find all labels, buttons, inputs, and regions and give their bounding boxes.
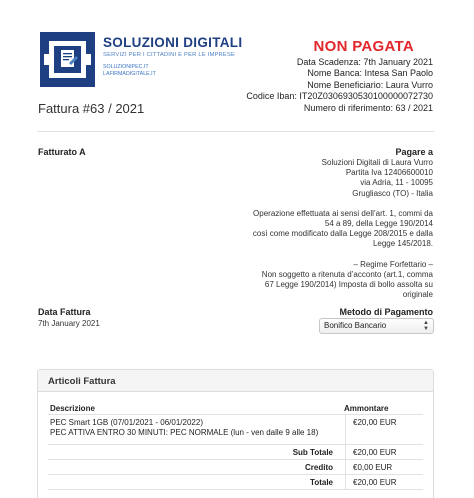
description-column-header: Descrizione <box>50 404 95 413</box>
pay-to-street: via Adria, 11 - 10095 <box>360 178 433 188</box>
table-row <box>48 415 423 445</box>
brand-link-pec: SOLUZIONIPEC.IT <box>103 64 149 70</box>
total-row <box>48 475 423 490</box>
credit-row <box>48 460 423 475</box>
column-divider <box>345 445 346 459</box>
tax-note-line: 54 a 89, della Legge 190/2014 <box>324 219 433 229</box>
spacer <box>233 250 433 260</box>
brand-logo <box>40 32 275 87</box>
bank-info-block <box>246 57 433 114</box>
item-description-line: PEC ATTIVA ENTRO 30 MINUTI: PEC NORMALE (lun - ven dalle 9 alle 18) <box>50 427 319 437</box>
items-table <box>48 401 423 490</box>
subtotal-row <box>48 445 423 460</box>
due-date: Data Scadenza: 7th January 2021 <box>296 57 433 67</box>
pay-to-block <box>233 147 433 300</box>
brand-tagline: SERVIZI PER I CITTADINI E PER LE IMPRESE <box>103 52 236 58</box>
billed-to-label: Fatturato A <box>38 147 86 157</box>
payment-status-label: NON PAGATA <box>313 38 414 55</box>
payment-method-select[interactable] <box>319 318 434 334</box>
pay-to-vat: Partita Iva 12406600010 <box>345 168 433 178</box>
bank-name: Nome Banca: Intesa San Paolo <box>307 68 433 79</box>
item-amount: €20,00 EUR <box>353 418 397 427</box>
payment-method-selected: Bonifico Bancario <box>324 321 387 330</box>
tax-note-line: Legge 145/2018. <box>372 239 433 249</box>
column-divider <box>345 415 346 444</box>
regime-note-line: 67 Legge 190/2014) Imposta di bollo assolta su <box>264 280 433 290</box>
brand-link-firma: LAFIRMADIGITALE.IT <box>103 71 156 77</box>
chevron-updown-icon: ▲ ▼ <box>423 320 429 332</box>
subtotal-label: Sub Totale <box>292 448 333 457</box>
spacer <box>233 199 433 209</box>
total-label: Totale <box>310 478 333 487</box>
items-panel-title: Articoli Fattura <box>38 370 433 392</box>
column-divider <box>345 475 346 489</box>
payment-method-label: Metodo di Pagamento <box>339 307 433 317</box>
pay-to-city: Grugliasco (TO) - Italia <box>352 188 433 198</box>
subtotal-amount: €20,00 EUR <box>353 448 397 457</box>
item-description <box>50 418 318 437</box>
regime-note-line: Non soggetto a ritenuta d’acconto (art.1, comma <box>261 269 433 279</box>
iban-code: Codice Iban: IT20Z0306930530100000072730 <box>246 91 433 102</box>
document-logo-icon <box>40 32 95 87</box>
header-divider <box>37 131 434 132</box>
pay-to-label: Pagare a <box>395 147 433 157</box>
invoice-items-panel <box>37 369 434 498</box>
tax-note-line: Operazione effettuata ai sensi dell’art. 1, commi da <box>253 208 433 218</box>
regime-note-line: – Regime Forfettario – <box>353 259 433 269</box>
credit-label: Credito <box>305 463 333 472</box>
item-description-line: PEC Smart 1GB (07/01/2021 - 06/01/2022) <box>50 418 203 427</box>
table-header-row <box>48 401 423 415</box>
reference-number: Numero di riferimento: 63 / 2021 <box>303 102 433 113</box>
pay-to-name: Soluzioni Digitali di Laura Vurro <box>321 158 433 167</box>
tax-note-line: così come modificato dalla Legge 208/2015 e dalla <box>252 229 433 239</box>
regime-note-line: originale <box>402 290 433 300</box>
beneficiary-name: Nome Beneficiario: Laura Vurro <box>307 79 433 90</box>
column-divider <box>345 460 346 474</box>
total-amount: €20,00 EUR <box>353 478 397 487</box>
amount-column-header: Ammontare <box>344 404 389 413</box>
credit-amount: €0,00 EUR <box>353 463 393 472</box>
brand-name: SOLUZIONI DIGITALI <box>103 35 243 50</box>
invoice-date-label: Data Fattura <box>38 307 91 317</box>
invoice-date-value: 7th January 2021 <box>38 319 100 328</box>
invoice-title: Fattura #63 / 2021 <box>38 101 145 116</box>
